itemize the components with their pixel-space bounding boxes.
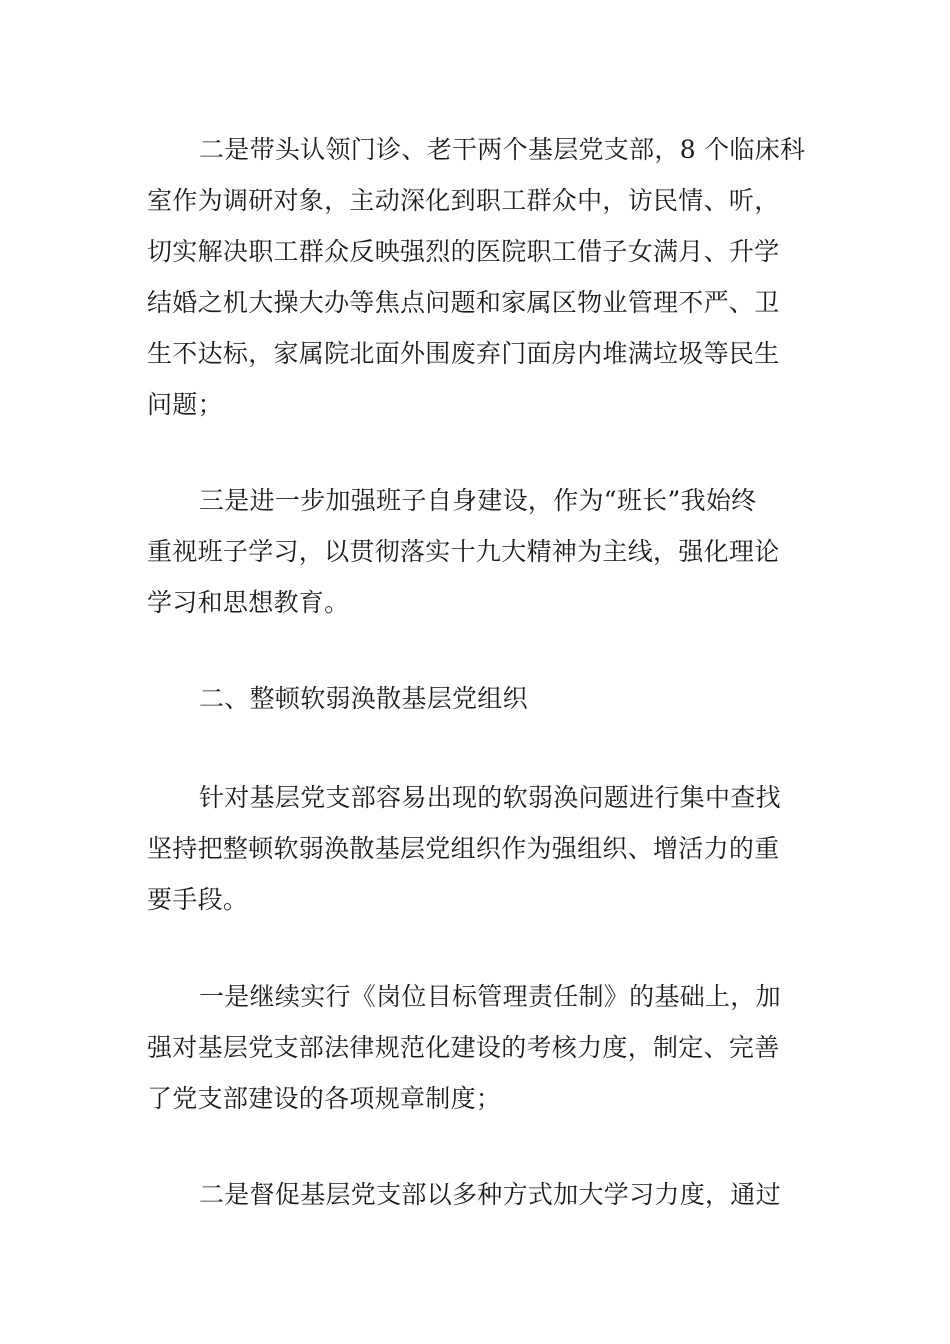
paragraph-first-item xyxy=(147,124,807,430)
paragraph-first-measure xyxy=(147,971,807,1124)
text-line: 二是带头认领门诊、老干两个基层党支部，8 个临床科 xyxy=(199,135,806,164)
text-line: 三是进一步加强班子自身建设，作为“班长”我始终 xyxy=(199,486,757,515)
text-line: 了党支部建设的各项规章制度； xyxy=(147,1084,502,1113)
text-line: 坚持把整顿软弱涣散基层党组织作为强组织、增活力的重 xyxy=(147,834,780,863)
text-line: 问题； xyxy=(147,390,223,419)
section-heading xyxy=(147,673,807,724)
text-line: 生不达标，家属院北面外围废弃门面房内堆满垃圾等民生 xyxy=(147,339,780,368)
text-line: 强对基层党支部法律规范化建设的考核力度，制定、完善 xyxy=(147,1033,780,1062)
text-line: 重视班子学习，以贯彻落实十九大精神为主线，强化理论 xyxy=(147,537,780,566)
text-line: 针对基层党支部容易出现的软弱涣问题进行集中查找 xyxy=(199,783,781,812)
paragraph-second-measure xyxy=(147,1169,807,1220)
heading-line: 二、整顿软弱涣散基层党组织 xyxy=(199,684,528,713)
text-line: 学习和思想教育。 xyxy=(147,588,350,617)
text-line: 结婚之机大操大办等焦点问题和家属区物业管理不严、卫 xyxy=(147,288,780,317)
text-line: 要手段。 xyxy=(147,885,249,914)
paragraph-third-item xyxy=(147,475,807,628)
text-line: 一是继续实行《岗位目标管理责任制》的基础上，加 xyxy=(199,982,781,1011)
text-line: 二是督促基层党支部以多种方式加大学习力度，通过 xyxy=(199,1180,781,1209)
paragraph-section-intro xyxy=(147,772,807,925)
text-line: 切实解决职工群众反映强烈的医院职工借子女满月、升学 xyxy=(147,237,780,266)
text-line: 室作为调研对象，主动深化到职工群众中，访民情、听， xyxy=(147,186,780,215)
